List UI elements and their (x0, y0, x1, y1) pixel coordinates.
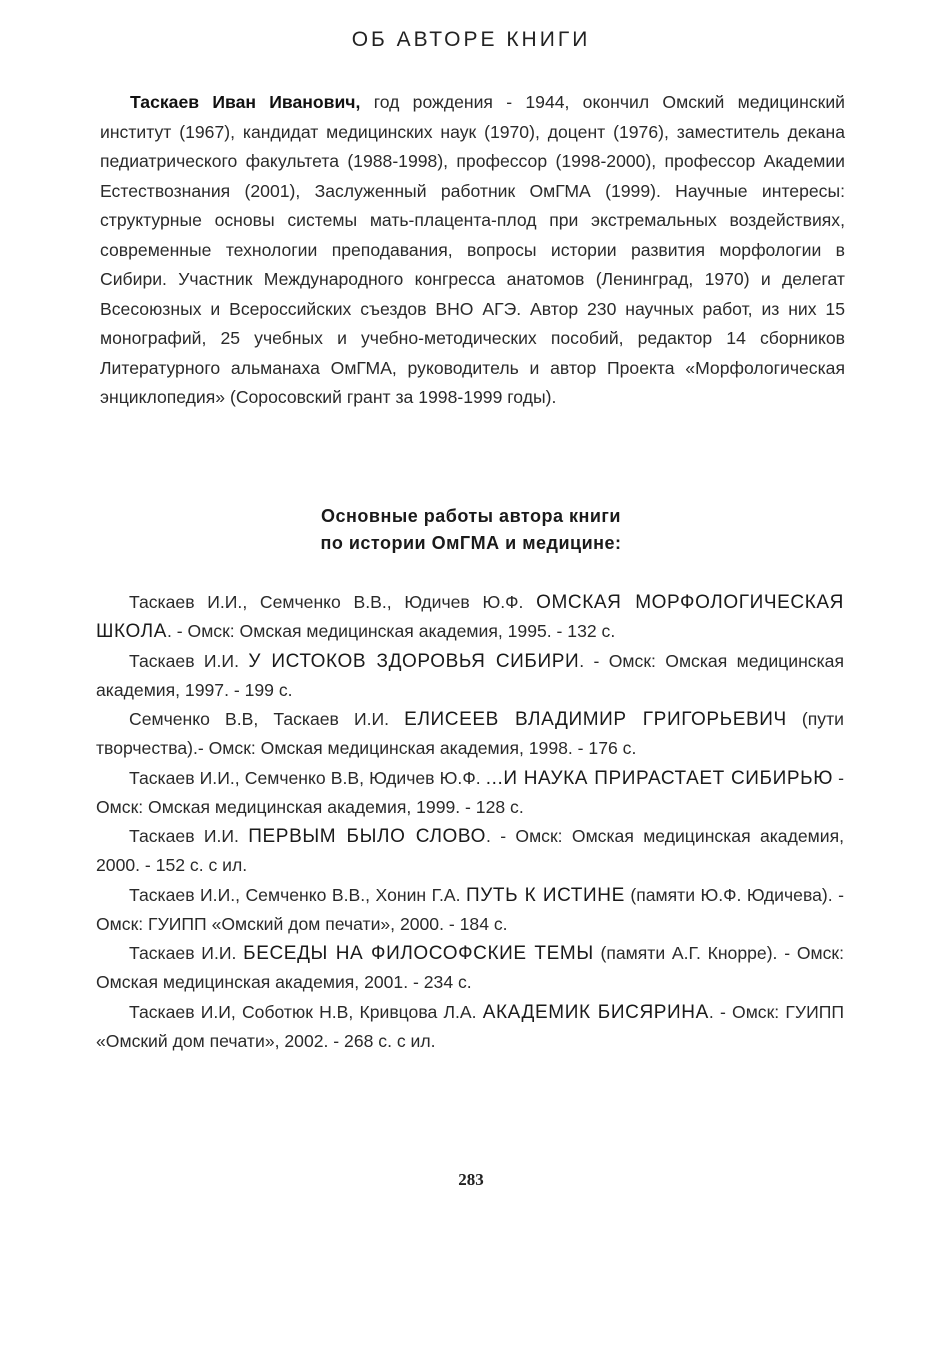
work-authors: Таскаев И.И., Семченко В.В., Юдичев Ю.Ф. (129, 592, 537, 612)
work-authors: Таскаев И.И. (129, 943, 244, 963)
work-item (96, 764, 844, 822)
work-item (96, 647, 844, 705)
author-name: Таскаев Иван Иванович, (130, 92, 361, 112)
work-title: АКАДЕМИК БИСЯРИНА (482, 1001, 709, 1023)
work-title: БЕСЕДЫ НА ФИЛОСОФСКИЕ ТЕМЫ (243, 943, 594, 964)
works-heading-line-2: по истории ОмГМА и медицине: (320, 533, 622, 553)
work-item (96, 881, 844, 939)
work-details: (памяти Ю.Ф. Юдичева). - Омск: ГУИПП «Омский дом печати», 2000. - 184 с. (96, 884, 844, 934)
author-bio-text: год рождения - 1944, окончил Омский медицинский институт (1967), кандидат медицинских наук (1970), доцент (1976), заместитель декана педиатрического факультета (1988-1998), профессор (1998-2000), профессор Академии Естествознания (2001), Заслуженный работник ОмГМА (1999). Научные интересы: структурные основы системы мать-плацента-плод при экстремальных воздействиях, современные технологии преподавания, вопросы истории развития морфологии в Сибири. Участник Международного конгресса анатомов (Ленинград, 1970) и делегат Всесоюзных и Всероссийских съездов ВНО АГЭ. Автор 230 научных работ, из них 15 монографий, 25 учебных и учебно-методических пособий, редактор 14 сборников Литературного альманаха ОмГМА, руководитель и автор Проекта «Морфологическая энциклопедия» (Соросовский грант за 1998-1999 годы). (100, 92, 845, 407)
work-title: ЕЛИСЕЕВ ВЛАДИМИР ГРИГОРЬЕВИЧ (404, 709, 787, 730)
work-authors: Таскаев И.И. (129, 650, 249, 671)
work-item (96, 705, 844, 763)
work-details: (пути творчества).- Омск: Омская медицинская академия, 1998. - 176 с. (96, 709, 844, 758)
works-list (96, 588, 844, 1056)
work-title: ...И НАУКА ПРИРАСТАЕТ СИБИРЬЮ (485, 767, 833, 789)
work-authors: Таскаев И.И. (129, 826, 249, 846)
page-number: 283 (458, 1170, 484, 1189)
work-details: . - Омск: Омская медицинская академия, 1997. - 199 с. (96, 650, 844, 700)
work-details: . - Омск: Омская медицинская академия, 2000. - 152 с. с ил. (96, 826, 844, 875)
work-details: . - Омск: Омская медицинская академия, 1995. - 132 с. (166, 621, 616, 641)
work-details: - Омск: Омская медицинская академия, 1999. - 128 с. (96, 767, 844, 817)
work-item (96, 822, 844, 880)
work-item (96, 998, 844, 1056)
work-title: ПУТЬ К ИСТИНЕ (466, 884, 625, 906)
works-heading-line-1: Основные работы автора книги (321, 506, 621, 526)
page-heading: ОБ АВТОРЕ КНИГИ (351, 28, 591, 51)
work-authors: Таскаев И.И, Соботюк Н.В, Кривцова Л.А. (129, 1001, 483, 1022)
work-title: ОМСКАЯ МОРФОЛОГИЧЕСКАЯ ШКОЛА (96, 592, 844, 642)
work-title: У ИСТОКОВ ЗДОРОВЬЯ СИБИРИ (248, 650, 580, 672)
work-details: (памяти А.Г. Кнорре). - Омск: Омская медицинская академия, 2001. - 234 с. (96, 943, 844, 992)
works-heading (0, 503, 942, 557)
work-title: ПЕРВЫМ БЫЛО СЛОВО (248, 826, 486, 847)
work-authors: Семченко В.В, Таскаев И.И. (129, 709, 405, 729)
work-item (96, 939, 844, 997)
work-authors: Таскаев И.И., Семченко В.В., Хонин Г.А. (129, 884, 466, 905)
work-item (96, 588, 844, 646)
work-authors: Таскаев И.И., Семченко В.В, Юдичев Ю.Ф. (129, 767, 486, 788)
work-details: . - Омск: ГУИПП «Омский дом печати», 2002. - 268 с. с ил. (96, 1001, 845, 1051)
author-bio (100, 88, 845, 413)
